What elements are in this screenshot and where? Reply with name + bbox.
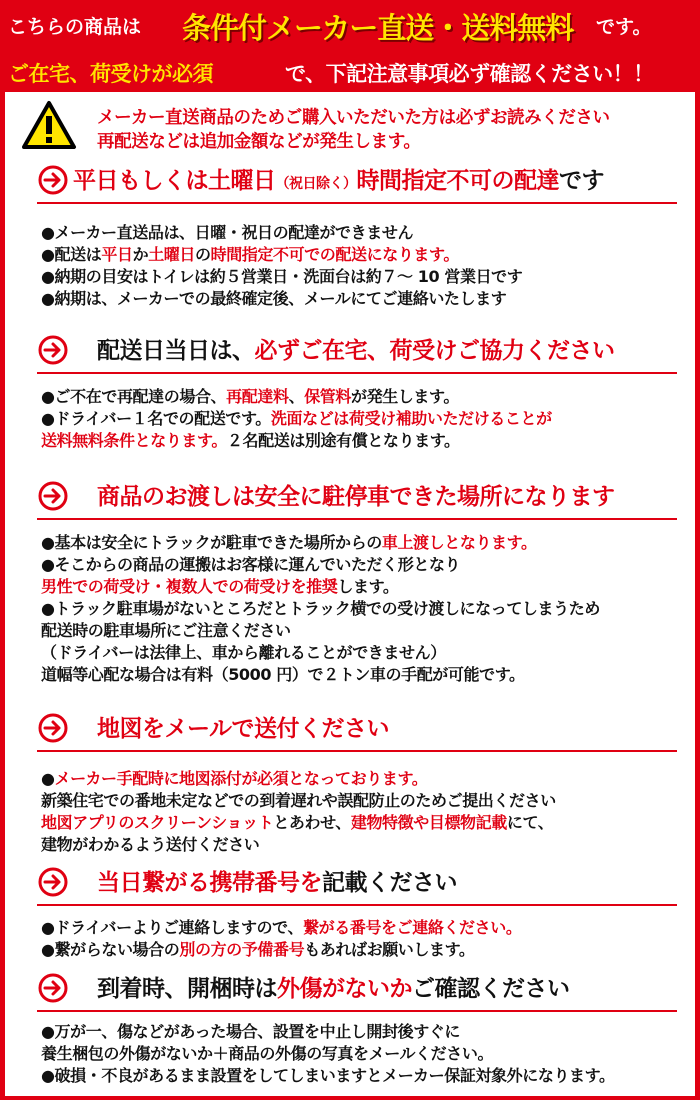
text-segment: 配送日当日は、 xyxy=(97,338,255,364)
text-segment: 別の方の予備番号 xyxy=(179,940,305,959)
arrow-circle-icon xyxy=(37,866,69,898)
text-segment: 記載ください xyxy=(322,870,457,896)
banner-line-1 xyxy=(0,4,700,45)
banner-notice-text: で、下記注意事項必ず確認ください！！ xyxy=(285,62,654,86)
notice-line xyxy=(41,937,475,960)
text-segment: 当日繋がる携帯番号を xyxy=(97,870,322,896)
notice-line xyxy=(41,1041,493,1064)
warning-line-2: 再配送などは追加金額などが発生します。 xyxy=(97,132,421,152)
text-segment: ２名配送は別途有償となります。 xyxy=(226,431,460,450)
notice-line xyxy=(41,640,446,663)
warning-line-1: メーカー直送商品のためご購入いただいた方は必ずお読みください xyxy=(97,108,610,128)
text-segment: とあわせ、 xyxy=(273,813,351,832)
text-segment: 土曜日 xyxy=(148,245,195,264)
text-segment: （祝日除く） xyxy=(275,176,357,192)
section-divider xyxy=(37,202,677,204)
notice-line xyxy=(41,384,459,407)
text-segment: 再配達料 xyxy=(226,387,289,406)
section-title xyxy=(97,710,389,743)
text-segment: 地図アプリのスクリーンショット xyxy=(41,813,274,832)
arrow-circle-icon xyxy=(37,334,69,366)
notice-line xyxy=(41,788,556,811)
notice-panel xyxy=(5,92,695,1096)
banner-required-text: ご在宅、荷受けが必須 xyxy=(8,62,213,86)
text-segment: もあればお願いします。 xyxy=(304,940,475,959)
text-segment: 商品のお渡しは安全に駐停車できた場所になります xyxy=(97,484,615,510)
notice-line xyxy=(41,618,291,641)
text-segment: ● xyxy=(41,769,55,788)
notice-line xyxy=(41,574,399,597)
notice-line xyxy=(41,552,460,575)
text-segment: 外傷がないか xyxy=(277,976,412,1002)
arrow-circle-icon xyxy=(37,480,69,512)
text-segment: （ドライバーは法律上、車から離れることができません） xyxy=(41,643,446,662)
text-segment: 建物特徴や目標物記載 xyxy=(350,813,507,832)
notice-line xyxy=(41,1019,460,1042)
text-segment: 車上渡しとなります。 xyxy=(381,533,537,552)
text-segment: メーカー手配時に地図添付が必須となっております。 xyxy=(54,769,428,788)
text-segment: 地図をメールで送付ください xyxy=(97,716,390,742)
text-segment: ●そこからの商品の運搬はお客様に運んでいただく形となり xyxy=(41,555,461,574)
text-segment: 必ずご在宅、荷受けご協力ください xyxy=(254,338,615,364)
text-segment: 送料無料条件となります。 xyxy=(41,431,227,450)
text-segment: 養生梱包の外傷がないか＋商品の外傷の写真をメールください。 xyxy=(41,1044,494,1063)
section-divider xyxy=(37,904,677,906)
text-segment: か xyxy=(132,245,149,264)
notice-line xyxy=(41,766,427,789)
warning-triangle-icon xyxy=(21,100,77,150)
section-title xyxy=(97,478,615,511)
text-segment: 建物がわかるよう送付ください xyxy=(41,835,260,854)
notice-line xyxy=(41,264,522,287)
text-segment: 、 xyxy=(288,387,305,406)
section-divider xyxy=(37,372,677,374)
notice-line xyxy=(41,1063,615,1086)
text-segment: 平日もしくは土曜日 xyxy=(73,168,276,194)
section-divider xyxy=(37,1010,677,1012)
notice-line xyxy=(41,530,537,553)
text-segment: ●破損・不良があるまま設置をしてしまいますとメーカー保証対象外になります。 xyxy=(41,1066,615,1085)
text-segment: 平日 xyxy=(101,245,133,264)
text-segment: の xyxy=(195,245,211,264)
text-segment: 男性での荷受け・複数人での荷受けを推奨 xyxy=(41,577,338,596)
notice-line xyxy=(41,832,259,855)
text-segment: 保管料 xyxy=(304,387,351,406)
arrow-circle-icon xyxy=(37,712,69,744)
notice-line xyxy=(41,810,553,833)
text-segment: 洗面などは荷受け補助いただけることが xyxy=(270,409,552,428)
section-title xyxy=(73,162,604,195)
text-segment: ●繋がらない場合の xyxy=(41,940,180,959)
text-segment: ●納期は、メーカーでの最終確定後、メールにてご連絡いたします xyxy=(41,289,507,308)
text-segment: 繋がる番号をご連絡ください。 xyxy=(303,918,522,937)
text-segment: ●配送は xyxy=(41,245,102,264)
section-title xyxy=(97,332,615,365)
arrow-circle-icon xyxy=(37,164,69,196)
text-segment: ●万が一、傷などがあった場合、設置を中止し開封後すぐに xyxy=(41,1022,461,1041)
notice-line xyxy=(41,915,521,938)
banner-text-a: こちらの商品は xyxy=(8,16,142,38)
text-segment: ●トラック駐車場がないところだとトラック横での受け渡しになってしまうため xyxy=(41,599,600,618)
text-segment: ●メーカー直送品は、日曜・祝日の配達ができません xyxy=(41,223,414,242)
banner-line-2 xyxy=(0,56,700,86)
text-segment: ●ドライバー１名での配送です。 xyxy=(41,409,271,428)
text-segment: します。 xyxy=(337,577,399,596)
text-segment: ●ドライバーよりご連絡しますので、 xyxy=(41,918,304,937)
text-segment: 到着時、開梱時は xyxy=(97,976,277,1002)
arrow-circle-icon xyxy=(37,972,69,1004)
text-segment: にて、 xyxy=(506,813,554,832)
text-segment: です xyxy=(559,168,604,194)
text-segment: 新築住宅での番地未定などでの到着遅れや誤配防止のためご提出ください xyxy=(41,791,556,810)
text-segment: が発生します。 xyxy=(351,387,459,406)
section-title xyxy=(97,970,570,1003)
banner-highlight: 条件付メーカー直送・送料無料 xyxy=(182,11,574,45)
text-segment: 時間指定不可での配送になります。 xyxy=(210,245,459,264)
text-segment: ●納期の目安はトイレは約５営業日・洗面台は約７～ 10 営業日です xyxy=(41,267,523,286)
section-divider xyxy=(37,750,677,752)
text-segment: 配送時の駐車場所にご注意ください xyxy=(41,621,291,640)
notice-line xyxy=(41,242,459,265)
section-title xyxy=(97,864,457,897)
section-divider xyxy=(37,518,677,520)
notice-line xyxy=(41,406,552,429)
banner-text-c: です。 xyxy=(596,16,652,38)
text-segment: ●基本は安全にトラックが駐車できた場所からの xyxy=(41,533,382,552)
notice-line xyxy=(41,428,460,451)
notice-line xyxy=(41,662,525,685)
text-segment: 時間指定不可の配達 xyxy=(356,168,559,194)
text-segment: ●ご不在で再配達の場合、 xyxy=(41,387,227,406)
text-segment: 道幅等心配な場合は有料（5000 円）で２トン車の手配が可能です。 xyxy=(41,665,525,684)
notice-line xyxy=(41,596,600,619)
notice-line xyxy=(41,220,413,243)
notice-line xyxy=(41,286,506,309)
text-segment: ご確認ください xyxy=(412,976,570,1002)
